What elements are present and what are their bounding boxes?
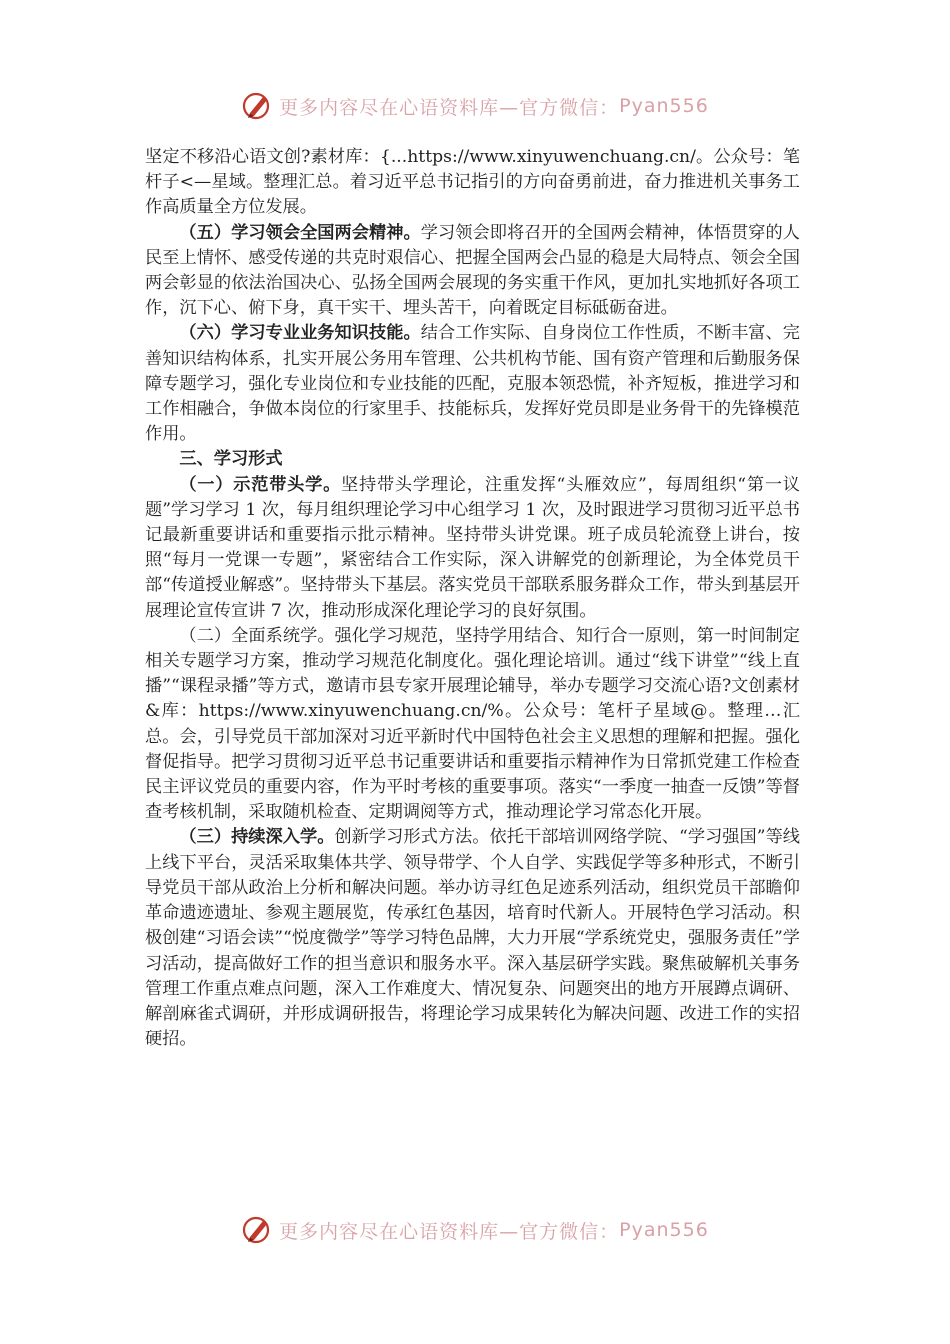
banner-text: 更多内容尽在心语资料库—官方微信：	[279, 96, 620, 119]
section-heading: （六）学习专业业务知识技能。	[179, 323, 421, 344]
section-heading: （三）持续深入学。	[179, 827, 335, 848]
paragraph: （一）示范带头学。坚持带头学理论，注重发挥“头雁效应”，每周组织“第一议题”学习学习 1 次，每月组织理论学习中心组学习 1 次，及时跟进学习贯彻习近平总书记最新重要讲话和重要指示批示精神。坚持带头讲党课。班子成员轮流登上讲台，按照“每月一党课一专题”，紧密结合工作实际，深入讲解党的创新理论，为全体党员干部“传道授业解惑”。坚持带头下基层。落实党员干部联系服务群众工作，带头到基层开展理论宣传宣讲 7 次，推动形成深化理论学习的良好氛围。	[145, 474, 800, 621]
banner-text: 更多内容尽在心语资料库—官方微信：	[279, 1220, 620, 1243]
wechat-id: Pyan556	[619, 1219, 709, 1241]
document-body	[145, 145, 800, 1052]
wechat-id: Pyan556	[619, 95, 709, 117]
paragraph: （三）持续深入学。创新学习形式方法。依托干部培训网络学院、“学习强国”等线上线下平台，灵活采取集体共学、领导带学、个人自学、实践促学等多种形式，不断引导党员干部从政治上分析和解决问题。举办访寻红色足迹系列活动，组织党员干部瞻仰革命遗迹遗址、参观主题展览，传承红色基因，培育时代新人。开展特色学习活动。积极创建“习语会读”“悦度微学”等学习特色品牌，大力开展“学系统党史，强服务责任”学习活动，提高做好工作的担当意识和服务水平。深入基层研学实践。聚焦破解机关事务管理工作重点难点问题，深入工作难度大、情况复杂、问题突出的地方开展蹲点调研、解剖麻雀式调研，并形成调研报告，将理论学习成果转化为解决问题、改进工作的实招硬招。	[145, 827, 800, 1050]
paragraph: （五）学习领会全国两会精神。学习领会即将召开的全国两会精神，体悟贯穿的人民至上情怀、感受传递的共克时艰信心、把握全国两会凸显的稳是大局特点、领会全国两会彰显的依法治国决心、弘扬全国两会展现的务实重干作风，更加扎实地抓好各项工作，沉下心、俯下身，真干实干、埋头苦干，向着既定目标砥砺奋进。	[145, 222, 800, 319]
footer-banner	[0, 1210, 950, 1250]
paragraph: 坚定不移沿心语文创?素材库：{...https://www.xinyuwenchuang.cn/。公众号：笔杆子<—星域。整理汇总。着习近平总书记指引的方向奋勇前进，奋力推进机关事务工作高质量全方位发展。	[145, 147, 800, 218]
header-banner	[0, 86, 950, 126]
pen-logo-icon	[241, 1213, 275, 1247]
pen-logo-icon	[241, 89, 275, 123]
section-title: 三、学习形式	[179, 449, 283, 470]
paragraph: （二）全面系统学。强化学习规范，坚持学用结合、知行合一原则，第一时间制定相关专题学习方案，推动学习规范化制度化。强化理论培训。通过“线下讲堂”“线上直播”“课程录播”等方式，邀请市县专家开展理论辅导，举办专题学习交流心语?文创素材&库：https://www.xinyuwenchuang.cn/%。公众号：笔杆子星域@。整理…汇总。会，引导党员干部加深对习近平新时代中国特色社会主义思想的理解和把握。强化督促指导。把学习贯彻习近平总书记重要讲话和重要指示精神作为日常抓党建工作检查民主评议党员的重要内容，作为平时考核的重要事项。落实“一季度一抽查一反馈”等督查考核机制，采取随机检查、定期调阅等方式，推动理论学习常态化开展。	[145, 625, 800, 823]
section-heading: （五）学习领会全国两会精神。	[179, 222, 421, 243]
paragraph: （六）学习专业业务知识技能。结合工作实际、自身岗位工作性质，不断丰富、完善知识结构体系，扎实开展公务用车管理、公共机构节能、国有资产管理和后勤服务保障专题学习，强化专业岗位和专业技能的匹配，克服本领恐慌，补齐短板，推进学习和工作相融合，争做本岗位的行家里手、技能标兵，发挥好党员即是业务骨干的先锋模范作用。	[145, 323, 800, 445]
section-heading: （一）示范带头学。	[179, 474, 342, 495]
